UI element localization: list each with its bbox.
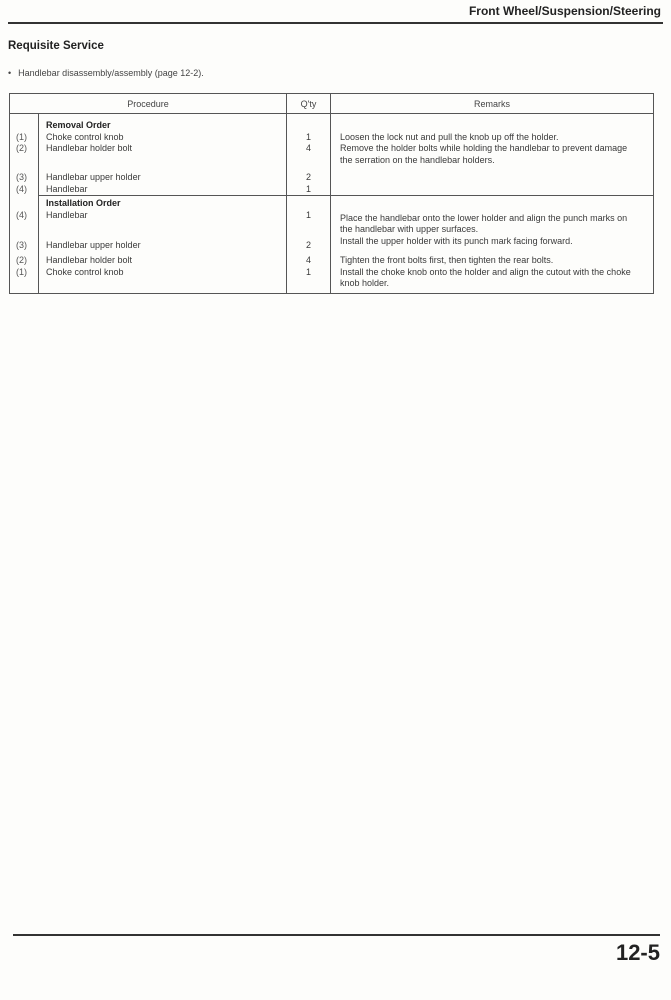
column-header-qty: Q'ty bbox=[287, 94, 331, 114]
step-qty: 4 bbox=[287, 143, 331, 172]
step-item: Handlebar bbox=[39, 210, 287, 236]
table-row bbox=[10, 236, 654, 252]
step-number: (3) bbox=[16, 239, 27, 250]
step-remarks: Loosen the lock nut and pull the knob up off the holder. bbox=[331, 132, 654, 144]
step-qty: 4 bbox=[287, 251, 331, 267]
procedure-table bbox=[9, 93, 654, 294]
step-remarks bbox=[331, 172, 654, 184]
page-number: 12-5 bbox=[615, 940, 660, 965]
table-row bbox=[10, 210, 654, 236]
step-item: Handlebar holder bolt bbox=[39, 143, 287, 172]
bullet-icon: • bbox=[8, 68, 12, 78]
step-remarks: Install the choke knob onto the holder and align the cutout with the choke knob holder. bbox=[331, 267, 654, 294]
step-number: (2) bbox=[16, 143, 27, 153]
table-row bbox=[10, 184, 654, 196]
step-qty: 1 bbox=[287, 184, 331, 196]
installation-heading-row bbox=[10, 196, 654, 210]
step-remarks: Remove the holder bolts while holding the handlebar to prevent damage the serration on the handlebar holders. bbox=[331, 143, 654, 172]
step-remarks bbox=[331, 184, 654, 196]
step-qty: 1 bbox=[287, 132, 331, 144]
header-rule bbox=[8, 22, 663, 24]
step-item: Handlebar upper holder bbox=[39, 236, 287, 252]
step-item: Choke control knob bbox=[39, 132, 287, 144]
step-qty: 1 bbox=[287, 210, 331, 236]
chapter-title: Front Wheel/Suspension/Steering bbox=[468, 4, 661, 18]
step-number: (1) bbox=[16, 131, 27, 142]
step-remarks: Tighten the front bolts first, then tighten the rear bolts. bbox=[331, 251, 654, 267]
removal-order-heading: Removal Order bbox=[39, 114, 287, 132]
step-number: (3) bbox=[16, 172, 27, 182]
column-header-procedure: Procedure bbox=[10, 94, 287, 114]
requisite-note bbox=[8, 68, 204, 78]
step-item: Handlebar holder bolt bbox=[39, 251, 287, 267]
footer-rule bbox=[13, 934, 660, 936]
table-row bbox=[10, 143, 654, 172]
installation-order-heading: Installation Order bbox=[39, 196, 287, 210]
step-number: (1) bbox=[16, 266, 27, 277]
section-title: Requisite Service bbox=[8, 40, 104, 52]
step-qty: 1 bbox=[287, 267, 331, 294]
column-header-remarks: Remarks bbox=[331, 94, 654, 114]
step-qty: 2 bbox=[287, 172, 331, 184]
removal-heading-row bbox=[10, 114, 654, 132]
step-qty: 2 bbox=[287, 236, 331, 252]
step-number: (4) bbox=[16, 183, 27, 194]
table-row bbox=[10, 132, 654, 144]
step-item: Handlebar bbox=[39, 184, 287, 196]
step-item: Handlebar upper holder bbox=[39, 172, 287, 184]
step-number: (4) bbox=[16, 209, 27, 220]
table-row bbox=[10, 267, 654, 294]
step-remarks: Install the upper holder with its punch mark facing forward. bbox=[331, 236, 654, 252]
step-item: Choke control knob bbox=[39, 267, 287, 294]
table-row bbox=[10, 172, 654, 184]
step-number: (2) bbox=[16, 255, 27, 265]
step-remarks: Place the handlebar onto the lower holder and align the punch marks on the handlebar with upper surfaces. bbox=[331, 210, 654, 236]
table-row bbox=[10, 251, 654, 267]
requisite-note-text: Handlebar disassembly/assembly (page 12-2). bbox=[18, 68, 204, 78]
